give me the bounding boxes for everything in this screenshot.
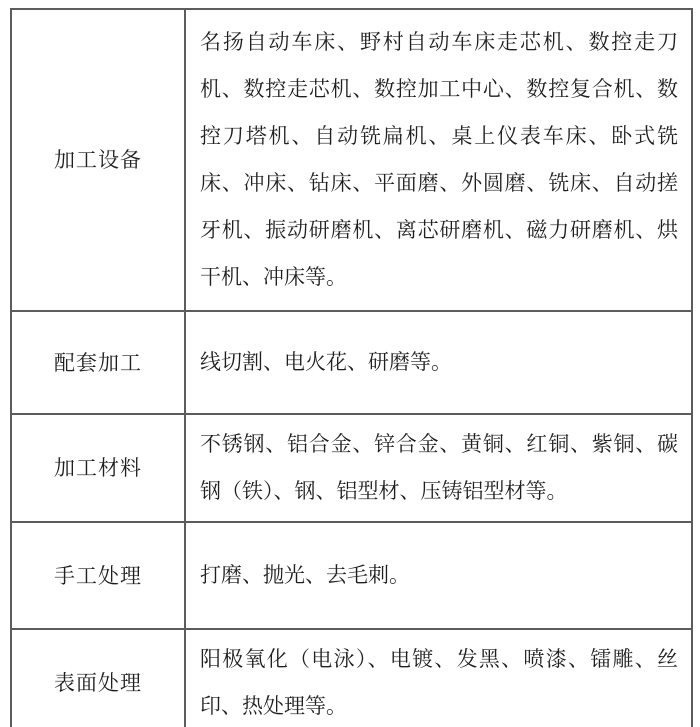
table-row bbox=[11, 629, 692, 727]
row-content-cell: 名扬自动车床、野村自动车床走芯机、数控走刀机、数控走芯机、数控加工中心、数控复合机、数控刀塔机、自动铣扁机、桌上仪表车床、卧式铣床、冲床、钻床、平面磨、外圆磨、铣床、自动搓牙机、振动研磨机、离芯研磨机、磁力研磨机、烘干机、冲床等。 bbox=[185, 9, 692, 311]
spec-table bbox=[10, 8, 693, 727]
table-row bbox=[11, 522, 692, 629]
row-content-cell: 线切割、电火花、研磨等。 bbox=[185, 311, 692, 414]
row-label-cell: 配套加工 bbox=[11, 311, 185, 414]
row-label-cell: 加工设备 bbox=[11, 9, 185, 311]
table-row bbox=[11, 311, 692, 414]
table-row bbox=[11, 414, 692, 522]
row-content-cell: 打磨、抛光、去毛刺。 bbox=[185, 522, 692, 629]
row-content-cell: 不锈钢、铝合金、锌合金、黄铜、红铜、紫铜、碳钢（铁）、钢、铝型材、压铸铝型材等。 bbox=[185, 414, 692, 522]
row-label-cell: 表面处理 bbox=[11, 629, 185, 727]
row-label-cell: 手工处理 bbox=[11, 522, 185, 629]
row-content-cell: 阳极氧化（电泳）、电镀、发黑、喷漆、镭雕、丝印、热处理等。 bbox=[185, 629, 692, 727]
table-row bbox=[11, 9, 692, 311]
row-label-cell: 加工材料 bbox=[11, 414, 185, 522]
